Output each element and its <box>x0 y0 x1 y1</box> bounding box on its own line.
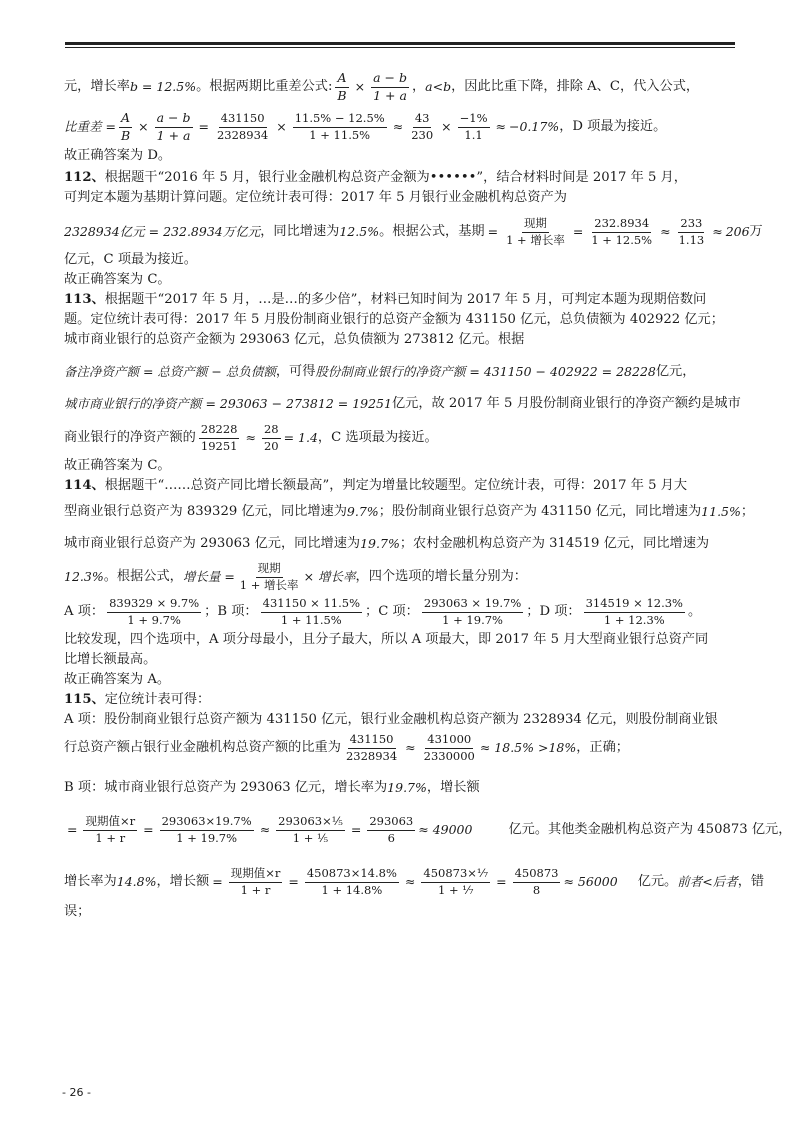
operator: ≈ <box>392 118 404 134</box>
fraction <box>422 733 477 762</box>
denominator: B <box>337 87 347 103</box>
denominator: 1 + 增长率 <box>506 232 565 247</box>
answer-text: 故正确答案为 D。 <box>64 148 172 164</box>
denominator: 1 + 19.7% <box>176 830 238 845</box>
text: 定位统计表可得： <box>104 692 211 708</box>
denominator: 1 + 12.3% <box>603 612 665 627</box>
text: 。根据公式，基期 <box>379 224 485 240</box>
text: 亿元。 <box>637 874 678 890</box>
option-b-label: ；B 项： <box>204 604 258 620</box>
numerator: 293063×⅕ <box>276 815 345 830</box>
text: ； <box>740 504 755 520</box>
math-expression: 城市商业银行的净资产额 = 293063 − 273812 = 19251 <box>64 395 392 411</box>
numerator: 28228 <box>199 423 240 438</box>
text: 万 <box>749 224 763 240</box>
fraction <box>677 217 707 246</box>
denominator: 1 + 11.5% <box>309 127 371 142</box>
math-expression: 比重差 = <box>64 118 116 134</box>
math-expression: 12.5% <box>339 223 380 239</box>
text-line <box>64 394 740 414</box>
numerator: a − b <box>155 111 193 127</box>
math-expression: × 增长率 <box>303 568 356 584</box>
denominator: 1 + a <box>373 87 407 103</box>
math-expression: 9.7% <box>346 503 379 519</box>
math-expression: ≈ 56000 <box>563 873 618 889</box>
text: 误； <box>64 904 91 920</box>
text-line <box>64 110 740 144</box>
numerator: 293063×19.7% <box>160 815 254 830</box>
fraction <box>238 562 301 591</box>
text: ，四个选项的增长量分别为： <box>355 569 527 585</box>
fraction <box>421 867 490 896</box>
numerator: 293063 × 19.7% <box>422 597 523 612</box>
operator: = <box>198 118 209 134</box>
text: 。根据两期比重差公式: <box>196 79 333 95</box>
fraction <box>262 423 281 452</box>
text: 亿元。其他类金融机构总资产为 450873 亿元， <box>508 822 792 838</box>
text-line <box>64 214 763 250</box>
answer-text: 故正确答案为 C。 <box>64 458 171 474</box>
text-line <box>64 810 792 850</box>
denominator: 1 + r <box>95 830 126 845</box>
denominator: 1 + r <box>240 882 271 897</box>
denominator: 1 + ⅐ <box>438 882 474 897</box>
denominator: 1 + 19.7% <box>442 612 503 627</box>
denominator: 1 + 12.5% <box>591 232 653 247</box>
text: ， <box>411 79 426 95</box>
text: 行总资产额占银行业金融机构总资产额的比重为 <box>64 740 341 756</box>
text: 亿元，C 项最为接近。 <box>64 252 197 268</box>
text: 。根据公式， <box>103 569 183 585</box>
text: ；农村金融机构总资产为 314519 亿元，同比增速为 <box>399 536 710 552</box>
numerator: A <box>335 71 348 87</box>
question-114 <box>64 476 740 496</box>
math-expression: 2328934亿元 = 232.8934万亿元 <box>64 223 261 239</box>
denominator: 2330000 <box>423 748 475 763</box>
text: 城市商业银行总资产为 293063 亿元，同比增速为 <box>64 536 361 552</box>
option-d-label: ；D 项： <box>526 604 581 620</box>
text-line <box>64 730 740 766</box>
text-line <box>64 188 740 208</box>
denominator: 2328934 <box>216 127 269 142</box>
answer-line <box>64 456 740 476</box>
text-line <box>64 710 740 730</box>
denominator: 1 + ⅕ <box>292 830 329 845</box>
denominator: 1.1 <box>464 127 483 142</box>
text: 增长率为 <box>64 874 117 890</box>
math-expression: −0.17% <box>509 118 560 134</box>
fraction <box>229 867 283 896</box>
math-expression: a<b <box>425 78 452 94</box>
denominator: 1 + 9.7% <box>127 612 181 627</box>
fraction <box>371 71 409 103</box>
fraction <box>160 815 254 844</box>
denominator: 8 <box>532 882 541 897</box>
fraction <box>305 867 399 896</box>
text-line <box>64 862 765 902</box>
text-line <box>64 902 740 922</box>
fraction <box>107 597 201 626</box>
text-line <box>64 778 740 798</box>
text-line <box>64 330 740 350</box>
denominator: 1 + 14.8% <box>321 882 383 897</box>
text: 亿元，故 2017 年 5 月股份制商业银行的净资产额约是城市 <box>391 396 741 412</box>
text-line <box>64 534 740 554</box>
fraction <box>344 733 399 762</box>
fraction <box>83 815 137 844</box>
text: 比较发现，四个选项中，A 项分母最小，且分子最大，所以 A 项最大，即 2017 年 5 月大型商业银行总资产同 <box>64 632 709 648</box>
operator: ≈ <box>712 223 723 239</box>
numerator: 28 <box>262 423 281 438</box>
operator: = <box>212 873 223 889</box>
numerator: 233 <box>678 217 704 232</box>
text: ，正确； <box>576 740 629 756</box>
numerator: 43 <box>413 112 432 127</box>
text: B 项：城市商业银行总资产为 293063 亿元，增长率为 <box>64 780 388 796</box>
math-expression: 206 <box>725 223 750 239</box>
math-expression: 备注净资产额 = 总资产额 − 总负债额 <box>64 363 276 379</box>
text: ，同比增速为 <box>260 224 340 240</box>
numerator: 现期 <box>256 562 283 577</box>
answer-line <box>64 670 740 690</box>
fraction <box>422 597 523 626</box>
text-line <box>64 362 740 382</box>
fraction <box>261 597 362 626</box>
fraction <box>458 112 490 141</box>
operator: × <box>441 118 452 134</box>
fraction <box>276 815 345 844</box>
operator: ≈ <box>405 739 416 755</box>
operator: = <box>496 873 507 889</box>
operator: = <box>143 821 154 837</box>
operator: = <box>67 821 78 837</box>
math-expression: 19.7% <box>360 535 400 551</box>
operator: × <box>276 118 287 134</box>
fraction <box>589 217 654 246</box>
numerator: 现期值×r <box>229 867 283 882</box>
numerator: 450873 <box>513 867 561 882</box>
question-115 <box>64 690 740 710</box>
denominator: 6 <box>387 830 395 845</box>
text: ，D 项最为接近。 <box>559 119 667 135</box>
fraction <box>199 423 240 452</box>
numerator: 11.5% − 12.5% <box>293 112 387 127</box>
math-expression: ≈ 18.5% >18% <box>479 739 577 755</box>
text: 题。定位统计表可得：2017 年 5 月股份制商业银行的总资产金额为 431150 亿元，总负债额为 402922 亿元； <box>64 312 724 328</box>
text: 可判定本题为基期计算问题。定位统计表可得：2017 年 5 月银行业金融机构总资产为 <box>64 190 567 206</box>
question-113 <box>64 290 740 310</box>
math-expression: = 1.4 <box>283 429 318 445</box>
operator: ≈ <box>259 821 271 837</box>
numerator: 现期值×r <box>83 815 137 830</box>
numerator: 431150 <box>219 112 267 127</box>
numerator: 431150 × 11.5% <box>261 597 362 612</box>
math-expression: 12.3% <box>64 568 104 584</box>
numerator: a − b <box>371 71 409 87</box>
text: ，增长额 <box>426 780 480 796</box>
question-number: 115、 <box>64 692 105 708</box>
page-content <box>64 70 792 922</box>
text: ，错 <box>737 874 765 890</box>
page-number: - 26 - <box>62 1086 91 1099</box>
numerator: A <box>119 111 132 127</box>
options-line <box>64 594 740 630</box>
numerator: 232.8934 <box>592 217 651 232</box>
operator: ≈ <box>660 223 671 239</box>
text-line <box>64 310 740 330</box>
math-expression: 增长量 = <box>182 568 235 584</box>
numerator: 293063 <box>367 815 415 830</box>
operator: × <box>138 118 149 134</box>
numerator: 450873×14.8% <box>305 867 399 882</box>
math-expression: ≈ 49000 <box>418 821 473 837</box>
header-rule-thick <box>65 42 735 45</box>
denominator: 1 + 增长率 <box>239 577 299 592</box>
text: 型商业银行总资产为 839329 亿元，同比增速为 <box>64 504 347 520</box>
numerator: 现期 <box>522 217 549 232</box>
text: A 项：股份制商业银行总资产额为 431150 亿元，银行业金融机构总资产额为 2328934 亿元，则股份制商业银 <box>64 712 718 728</box>
denominator: 20 <box>263 438 279 453</box>
fraction <box>119 111 132 143</box>
text: ，因此比重下降，排除 A、C，代入公式， <box>451 79 700 95</box>
text: 。 <box>687 604 702 620</box>
denominator: 19251 <box>200 438 238 453</box>
numerator: 431150 <box>348 733 396 748</box>
text-line <box>64 420 740 456</box>
answer-line <box>64 270 740 290</box>
text: 亿元， <box>655 364 696 380</box>
operator: ≈ <box>404 873 416 889</box>
text: ，C 选项最为接近。 <box>317 430 438 446</box>
answer-line <box>64 146 740 166</box>
numerator: 431000 <box>425 733 473 748</box>
numerator: −1% <box>458 112 490 127</box>
text: ，增长额 <box>156 874 210 890</box>
text-line <box>64 650 740 670</box>
text: 城市商业银行的总资产金额为 293063 亿元，总负债额为 273812 亿元。根据 <box>64 332 525 348</box>
text: ；股份制商业银行总资产为 431150 亿元，同比增速为 <box>378 504 702 520</box>
text: 比增长额最高。 <box>64 652 157 668</box>
denominator: B <box>120 127 131 143</box>
numerator: 450873×⅐ <box>421 867 490 882</box>
denominator: 2328934 <box>345 748 398 763</box>
fraction <box>504 217 567 246</box>
fraction <box>155 111 193 143</box>
text-line <box>64 250 740 270</box>
operator: ≈ <box>245 429 256 445</box>
numerator: 839329 × 9.7% <box>107 597 201 612</box>
fraction <box>367 815 415 844</box>
numerator: 314519 × 12.3% <box>584 597 685 612</box>
text: 元，增长率 <box>64 79 130 95</box>
answer-text: 故正确答案为 A。 <box>64 672 171 688</box>
math-expression: 股份制商业银行的净资产额 = 431150 − 402922 = 28228 <box>315 363 656 379</box>
text-line <box>64 502 755 522</box>
math-expression: 前者<后者 <box>677 873 738 889</box>
denominator: 1 + 11.5% <box>280 612 342 627</box>
operator: = <box>288 873 299 889</box>
operator: = <box>487 223 499 239</box>
denominator: 1.13 <box>678 232 705 247</box>
question-number: 112、 <box>64 170 105 186</box>
operator: × <box>354 78 366 94</box>
fraction <box>215 112 270 141</box>
text-line <box>64 70 740 104</box>
fraction <box>409 112 435 141</box>
text-line <box>64 560 740 594</box>
question-112 <box>64 168 740 188</box>
denominator: 230 <box>411 127 434 142</box>
option-c-label: ；C 项： <box>365 604 419 620</box>
fraction <box>513 867 561 896</box>
operator: ≈ <box>495 118 506 134</box>
text: 根据题干“……总资产同比增长额最高”，判定为增量比较题型。定位统计表，可得：2017 年 5 月大 <box>104 478 688 494</box>
math-expression: b = 12.5% <box>129 78 197 94</box>
operator: = <box>350 821 362 837</box>
fraction <box>293 112 387 141</box>
fraction <box>335 71 348 103</box>
text: 根据题干“2017 年 5 月，…是…的多少倍”，材料已知时间为 2017 年 5 月，可判定本题为现期倍数问 <box>104 292 707 308</box>
math-expression: 19.7% <box>387 779 427 795</box>
fraction <box>584 597 685 626</box>
question-number: 114、 <box>64 478 105 494</box>
option-a-label: A 项： <box>64 604 105 620</box>
answer-text: 故正确答案为 C。 <box>64 272 171 288</box>
text: ，可得 <box>275 364 316 380</box>
denominator: 1 + a <box>156 127 191 143</box>
header-rule-thin <box>65 47 735 48</box>
text: 根据题干“2016 年 5 月，银行业金融机构总资产金额为••••••”，结合材料时间是 2017 年 5 月， <box>104 170 687 186</box>
operator: = <box>572 223 584 239</box>
text-line <box>64 630 740 650</box>
math-expression: 14.8% <box>116 873 157 889</box>
text: 商业银行的净资产额的 <box>64 430 196 446</box>
math-expression: 11.5% <box>701 503 741 519</box>
question-number: 113、 <box>64 292 105 308</box>
